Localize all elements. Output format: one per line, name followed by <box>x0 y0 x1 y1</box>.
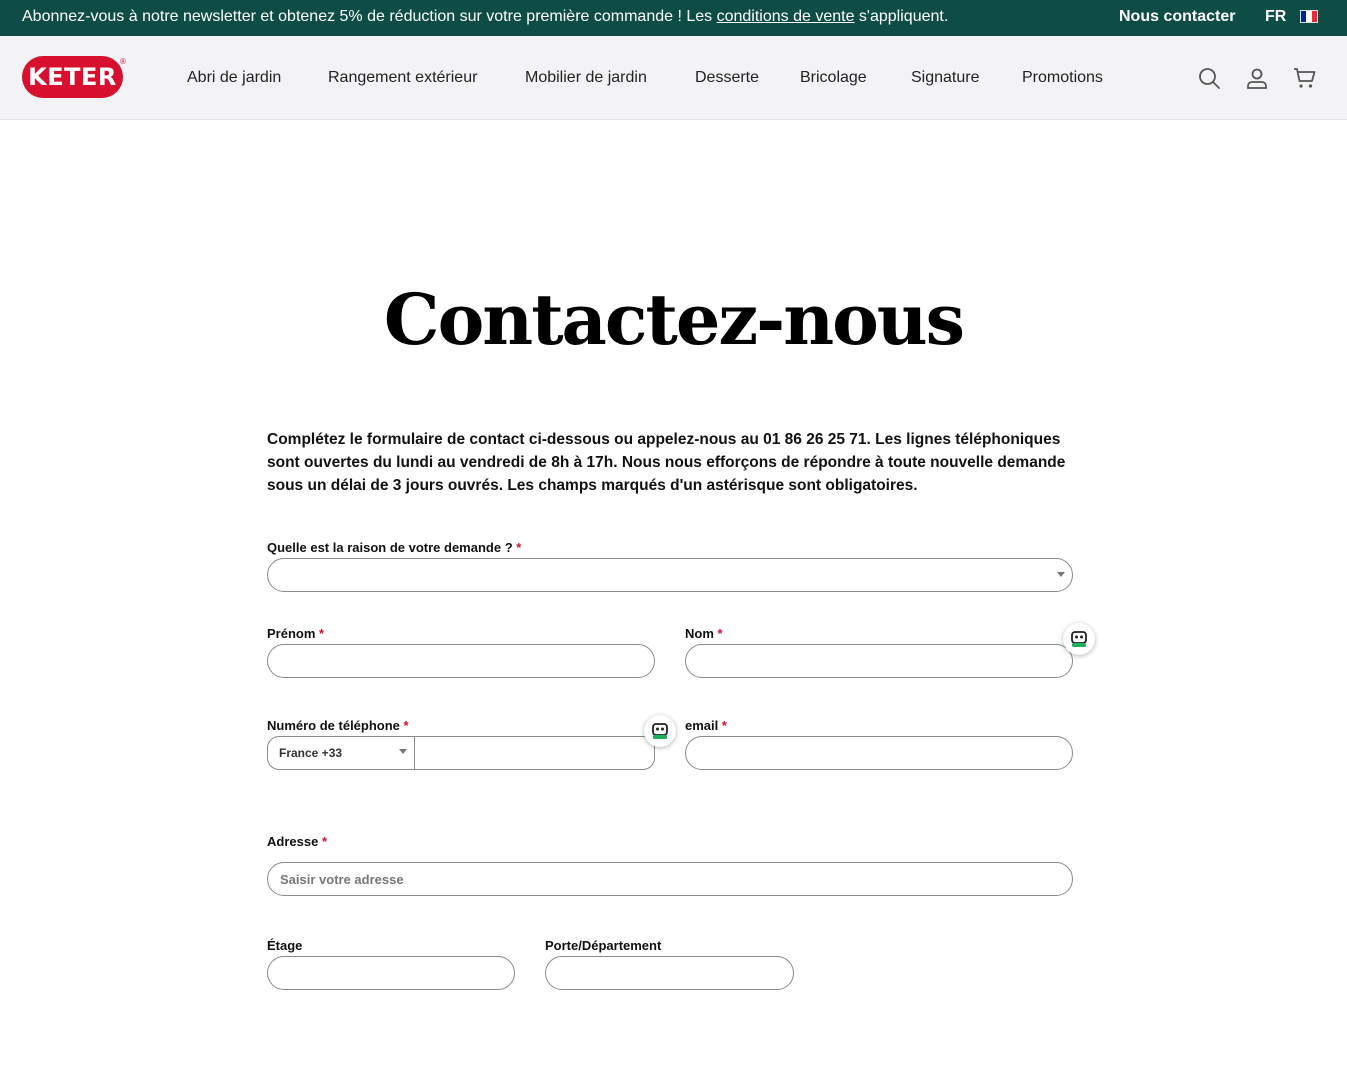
newsletter-promo <box>22 8 948 26</box>
france-flag-icon[interactable] <box>1300 10 1318 23</box>
address-label <box>267 834 327 849</box>
chevron-down-icon <box>399 749 407 754</box>
promo-text-end: s'appliquent. <box>854 8 949 25</box>
site-header <box>0 36 1347 120</box>
nav-abri-de-jardin[interactable]: Abri de jardin <box>187 69 282 86</box>
lastname-field[interactable] <box>685 644 1073 678</box>
nav-desserte[interactable]: Desserte <box>695 69 760 86</box>
registered-mark: ® <box>120 57 126 66</box>
reason-select[interactable] <box>267 558 1073 592</box>
required-mark: * <box>721 718 727 733</box>
lastname-label-text: Nom <box>685 626 714 641</box>
phone-label-text: Numéro de téléphone <box>267 718 400 733</box>
firstname-label <box>267 626 324 641</box>
language-selector[interactable]: FR <box>1265 8 1287 25</box>
address-field[interactable] <box>267 862 1073 896</box>
phone-field[interactable] <box>267 736 655 770</box>
phone-input[interactable] <box>416 737 654 769</box>
announcement-bar <box>0 0 1347 36</box>
required-mark: * <box>516 540 522 555</box>
phone-label <box>267 718 409 733</box>
promo-text: Abonnez-vous à notre newsletter et obtenez 5% de réduction sur votre première commande ! Les <box>22 8 717 25</box>
robot-icon <box>644 715 676 747</box>
floor-label: Étage <box>267 938 303 953</box>
floor-input[interactable] <box>268 957 514 989</box>
firstname-input[interactable] <box>268 645 654 677</box>
cart-icon[interactable] <box>1293 66 1317 90</box>
reason-label <box>267 540 521 555</box>
phone-country-value: France +33 <box>279 746 343 760</box>
required-mark: * <box>403 718 409 733</box>
search-icon[interactable] <box>1197 66 1221 90</box>
email-label-text: email <box>685 718 719 733</box>
contact-link[interactable]: Nous contacter <box>1119 8 1236 25</box>
required-mark: * <box>321 834 327 849</box>
keter-logo[interactable]: KETER <box>22 56 123 98</box>
email-field[interactable] <box>685 736 1073 770</box>
lastname-label <box>685 626 723 641</box>
floor-field[interactable] <box>267 956 515 990</box>
address-label-text: Adresse <box>267 834 319 849</box>
nav-mobilier-de-jardin[interactable]: Mobilier de jardin <box>525 69 647 86</box>
nav-signature[interactable]: Signature <box>911 69 980 86</box>
required-mark: * <box>717 626 723 641</box>
lastname-input[interactable] <box>686 645 1072 677</box>
email-input[interactable] <box>686 737 1072 769</box>
door-label: Porte/Département <box>545 938 662 953</box>
reason-label-text: Quelle est la raison de votre demande ? <box>267 540 513 555</box>
robot-icon <box>1063 623 1095 655</box>
firstname-field[interactable] <box>267 644 655 678</box>
door-input[interactable] <box>546 957 793 989</box>
door-field[interactable] <box>545 956 794 990</box>
email-label <box>685 718 727 733</box>
required-mark: * <box>319 626 325 641</box>
firstname-label-text: Prénom <box>267 626 316 641</box>
page-title: Contactez-nous <box>383 278 964 361</box>
chevron-down-icon <box>1057 572 1065 577</box>
nav-promotions[interactable]: Promotions <box>1022 69 1103 86</box>
autofill-bot-icon[interactable] <box>644 715 676 747</box>
autofill-bot-icon[interactable] <box>1063 623 1095 655</box>
account-icon[interactable] <box>1245 66 1269 90</box>
nav-rangement-exterieur[interactable]: Rangement extérieur <box>328 69 478 86</box>
terms-link[interactable]: conditions de vente <box>716 8 855 25</box>
intro-text: Complétez le formulaire de contact ci-dessous ou appelez-nous au 01 86 26 25 71. Les lignes téléphoniques sont ouvertes du lundi au vendredi de 8h à 17h. Nous nous efforçons de répondre à toute nouvelle demande sous un délai de 3 jours ouvrés. Les champs marqués d'un astérisque sont obligatoires. <box>267 431 1066 494</box>
address-input[interactable] <box>268 863 1072 895</box>
phone-country-select[interactable] <box>268 737 415 769</box>
nav-bricolage[interactable]: Bricolage <box>800 69 867 86</box>
